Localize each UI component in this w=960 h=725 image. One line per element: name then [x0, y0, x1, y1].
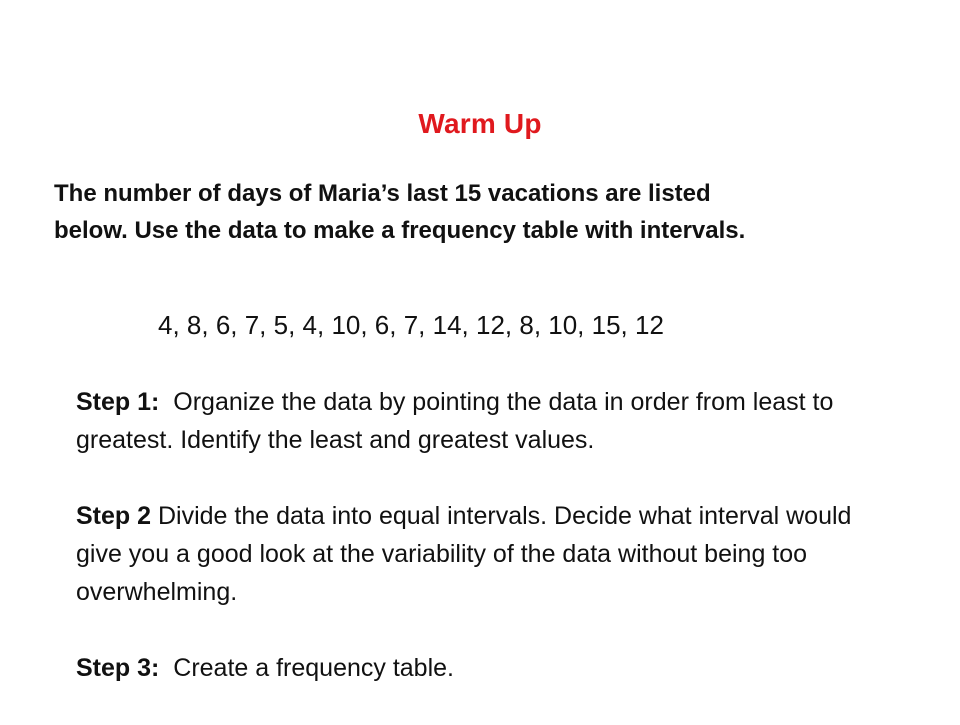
- step-2-text: Divide the data into equal intervals. Decide what interval would give you a good look at the variability of the data without being too overwhelming.: [76, 502, 852, 606]
- step-2: [76, 497, 876, 611]
- step-2-label: Step 2: [76, 502, 152, 530]
- intro-text: [54, 175, 914, 249]
- step-3-label: Step 3:: [76, 654, 160, 682]
- step-3: [76, 649, 876, 687]
- steps-list: [76, 383, 876, 725]
- data-values: 4, 8, 6, 7, 5, 4, 10, 6, 7, 14, 12, 8, 10, 15, 12: [158, 310, 664, 340]
- step-3-text: Create a frequency table.: [173, 654, 454, 682]
- slide-title: Warm Up: [418, 108, 542, 139]
- step-1-text: Organize the data by pointing the data in order from least to greatest. Identify the least and greatest values.: [76, 388, 834, 454]
- step-1: [76, 383, 876, 459]
- intro-line-2: below. Use the data to make a frequency table with intervals.: [54, 217, 746, 244]
- intro-line-1: The number of days of Maria’s last 15 vacations are listed: [54, 180, 711, 207]
- step-1-label: Step 1:: [76, 388, 160, 416]
